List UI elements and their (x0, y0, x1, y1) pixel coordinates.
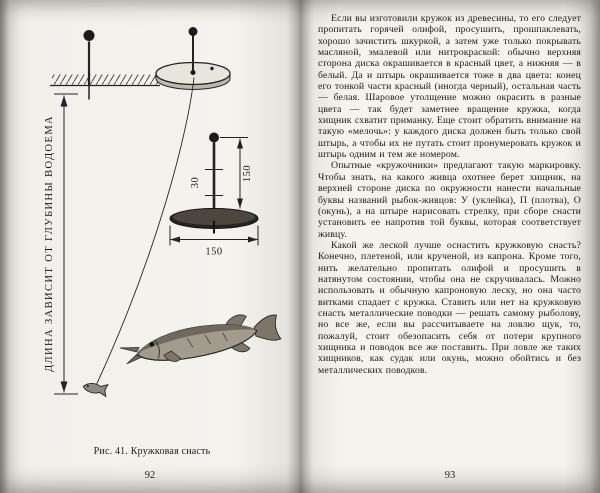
right-page (300, 0, 600, 493)
float-pin (84, 30, 95, 100)
depth-dimension (44, 94, 78, 394)
floating-disc (156, 27, 230, 90)
left-page-number: 92 (144, 470, 156, 481)
paragraph-2: Опытные «кружочники» предлагают такую маркировку. Чтобы знать, на какого живца охотнее берет хищник, на верхней стороне диска по окружности нанести начальные буквы названий рыбок-живцов: У (уклейка), П (плотва), О (окунь), а на штыре нарисовать стрелку, при сборе снасти установить ее напротив той буквы, которая соответствует живцу. (318, 160, 581, 240)
pin-detail (170, 133, 258, 258)
paragraph-3: Какой же леской лучше оснастить кружковую снасть? Конечно, плетеной, или крученой, из капрона. Кроме того, нить желательно пропитать олифой и просушить в натянутом состоянии, чтобы она не скручивалась. Можно использовать и обычную капроновую леску, но она часто витками спадает с кружка. Ставить или нет на кружковую снасть металлические поводки — решать самому рыболову, но все же, если вы рассчитываете на ловлю щук, то, пожалуй, стоит обезопасить себя от потери крупного хищника и поводок все же поставить. При ловле же таких хищников, как судак или окунь, можно обойтись и без металлических поводков. (318, 239, 581, 376)
paragraph-1: Если вы изготовили кружок из древесины, то его следует пропитать горячей олифой, просушить, прошпаклевать, хорошо зачистить шкуркой, а затем уже только покрывать масляной, эмалевой или нитрокраской: обычно верхняя сторона диска окрашивается в красный цвет, а нижняя — в белый. Да и штырь окрашивается тоже в два цвета: конец его тонкой части красный (иногда черный), остальная часть — белая. Шаровое утолщение можно окрасить в разные цвета — так будет заметнее вращение кружка, когда хищник схватит приманку. Еще стоит обратить внимание на такую «мелочь»: у каждого диска должен быть только свой штырь, а чтобы их не путать стоит пронумеровать кружок и штырь одним и тем же номером. (318, 13, 581, 161)
right-page-number: 93 (444, 470, 456, 481)
pin-height-label: 150 (242, 164, 253, 183)
body-text (318, 13, 581, 465)
disc-diameter-label: 150 (205, 246, 223, 258)
pike-illustration (118, 309, 282, 373)
depth-dimension-label: ДЛИНА ЗАВИСИТ ОТ ГЛУБИНЫ ВОДОЕМА (44, 114, 55, 373)
tackle-diagram (8, 10, 293, 438)
slot-width-label: 30 (190, 176, 201, 189)
water-surface (50, 75, 160, 86)
bait-fish-illustration (82, 381, 108, 397)
figure-caption: Рис. 41. Кружковая снасть (93, 446, 211, 457)
